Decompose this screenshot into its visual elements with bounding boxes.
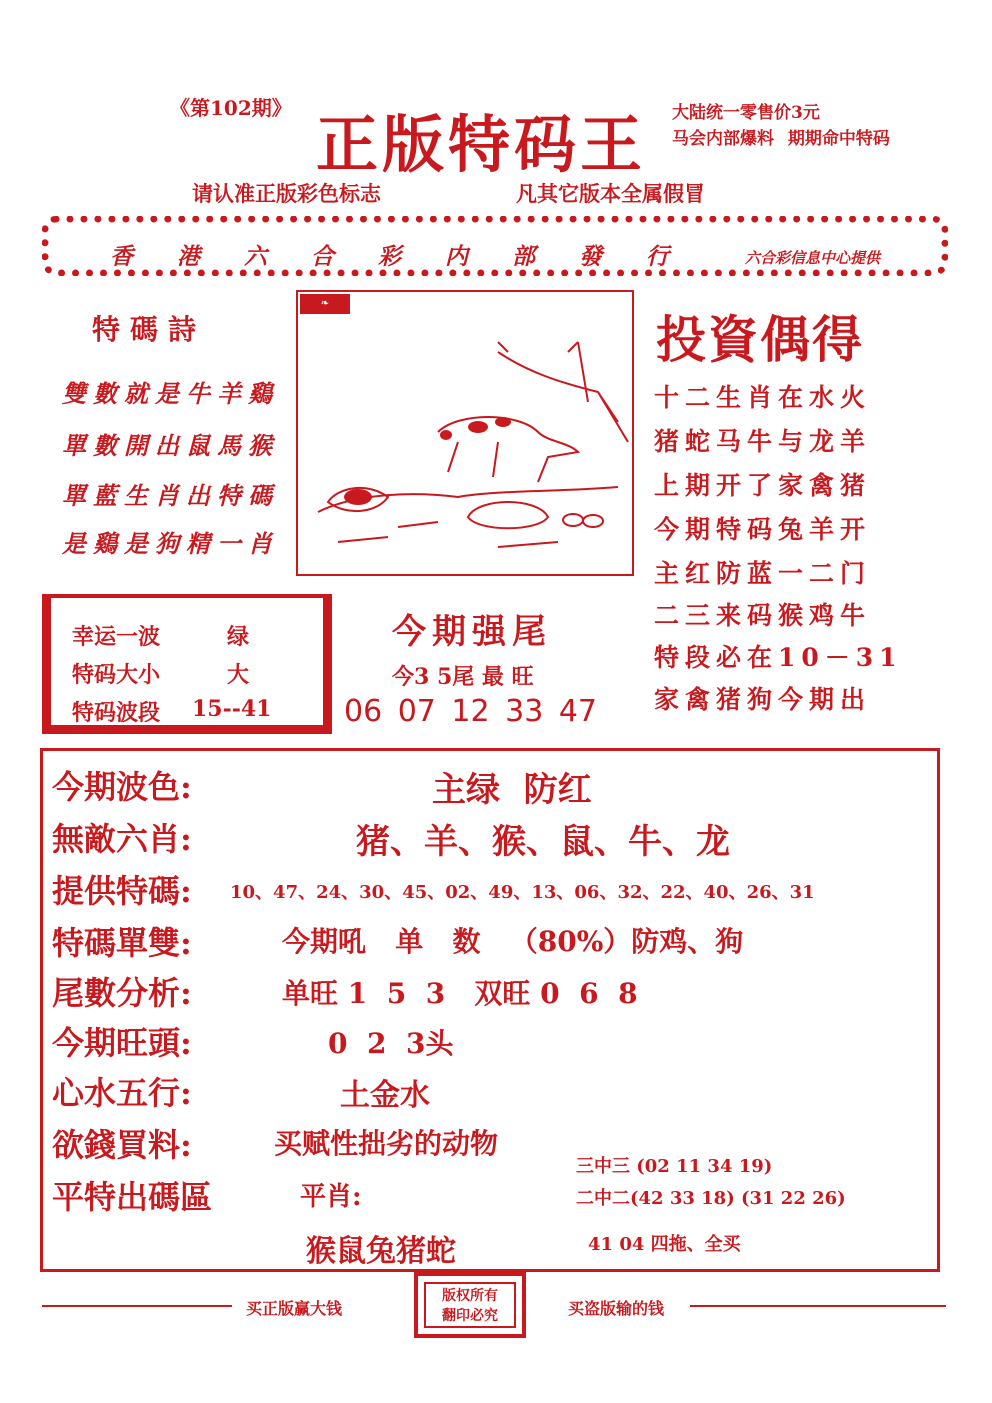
flat-sublabel: 平肖: <box>300 1182 362 1212</box>
copyright-line: 翻印必究 <box>442 1308 498 1324</box>
oddeven-value: 今期吼 单 数 （80%）防鸡、狗 <box>282 925 744 958</box>
head-value: 0 2 3头 <box>328 1027 454 1060</box>
investment-line: 主红防蓝一二门 <box>654 559 872 588</box>
banner-title: 香港六合彩内部發行 <box>110 243 713 270</box>
wave-value: 主绿 防红 <box>432 770 592 810</box>
head-label: 今期旺頭: <box>52 1024 192 1062</box>
zodiac-label: 無敵六肖: <box>52 820 192 858</box>
poem-line: 單藍生肖出特碼 <box>62 481 279 510</box>
footer-rule-right <box>690 1305 946 1307</box>
tail-label: 尾數分析: <box>52 974 192 1012</box>
footer-rule-left <box>42 1305 232 1307</box>
footer-right-text: 买盗版输的钱 <box>568 1299 665 1318</box>
luck-value: 15--41 <box>192 696 272 722</box>
copyright-notice <box>424 1282 516 1328</box>
price-note: 大陆统一零售价3元 <box>672 103 820 123</box>
page-title: 正版特码王 <box>316 108 647 181</box>
investment-line: 上期开了家禽猪 <box>654 471 872 500</box>
poem-line: 單數開出鼠馬猴 <box>62 431 279 460</box>
luck-value: 绿 <box>227 624 250 650</box>
tagline: 马会内部爆料 期期命中特码 <box>672 129 890 149</box>
counterfeit-notice: 凡其它版本全属假冒 <box>516 181 705 206</box>
illustration-stamp: ❧ <box>300 294 350 314</box>
authentic-notice: 请认准正版彩色标志 <box>192 181 381 206</box>
dog-illustration <box>298 292 632 574</box>
luck-label: 幸运一波 <box>72 624 161 650</box>
banner-subtitle: 六合彩信息中心提供 <box>745 249 881 267</box>
strong-tail-subtitle: 今3 5尾 最 旺 <box>392 664 534 690</box>
issue-number: 《第102期》 <box>170 96 292 120</box>
wave-label: 今期波色: <box>52 768 192 806</box>
footer-left-text: 买正版赢大钱 <box>246 1299 343 1318</box>
poem-line: 是鷄是狗精一肖 <box>62 529 279 558</box>
investment-line: 二三来码猴鸡牛 <box>654 601 872 630</box>
special-value: 10、47、24、30、45、02、49、13、06、32、22、40、26、31 <box>230 882 815 903</box>
investment-line: 特段必在10－31 <box>654 643 903 672</box>
combo-drag: 41 04 四拖、全买 <box>588 1234 741 1255</box>
buy-label: 欲錢買料: <box>52 1126 192 1164</box>
zodiac-value: 猪、羊、猴、鼠、牛、龙 <box>356 822 730 862</box>
illustration-frame <box>296 290 634 576</box>
special-label: 提供特碼: <box>52 872 192 910</box>
flat-label: 平特出碼區 <box>52 1178 213 1216</box>
oddeven-label: 特碼單雙: <box>52 924 192 962</box>
buy-value: 买赋性拙劣的动物 <box>274 1127 499 1160</box>
element-value: 土金水 <box>340 1078 430 1113</box>
investment-title: 投資偶得 <box>656 310 864 369</box>
combo-three: 三中三 (02 11 34 19) <box>576 1156 773 1177</box>
investment-line: 十二生肖在水火 <box>654 383 872 412</box>
tail-value: 单旺 1 5 3 双旺 0 6 8 <box>282 977 638 1010</box>
strong-tail-numbers: 06 07 12 33 47 <box>344 694 598 729</box>
strong-tail-title: 今期强尾 <box>392 612 552 652</box>
luck-row <box>72 620 312 651</box>
investment-line: 猪蛇马牛与龙羊 <box>654 427 872 456</box>
luck-value: 大 <box>227 662 250 688</box>
luck-row <box>72 696 312 727</box>
poem-title: 特碼詩 <box>92 313 207 346</box>
element-label: 心水五行: <box>52 1074 192 1112</box>
investment-line: 家禽猪狗今期出 <box>654 685 872 714</box>
luck-label: 特码波段 <box>72 700 161 726</box>
combo-two: 二中二(42 33 18) (31 22 26) <box>576 1188 846 1209</box>
luck-row <box>72 658 312 689</box>
copyright-line: 版权所有 <box>442 1288 498 1304</box>
poem-line: 雙數就是牛羊鷄 <box>62 379 279 408</box>
investment-line: 今期特码兔羊开 <box>654 515 872 544</box>
flat-value: 猴鼠兔猪蛇 <box>306 1234 456 1269</box>
luck-label: 特码大小 <box>72 662 161 688</box>
